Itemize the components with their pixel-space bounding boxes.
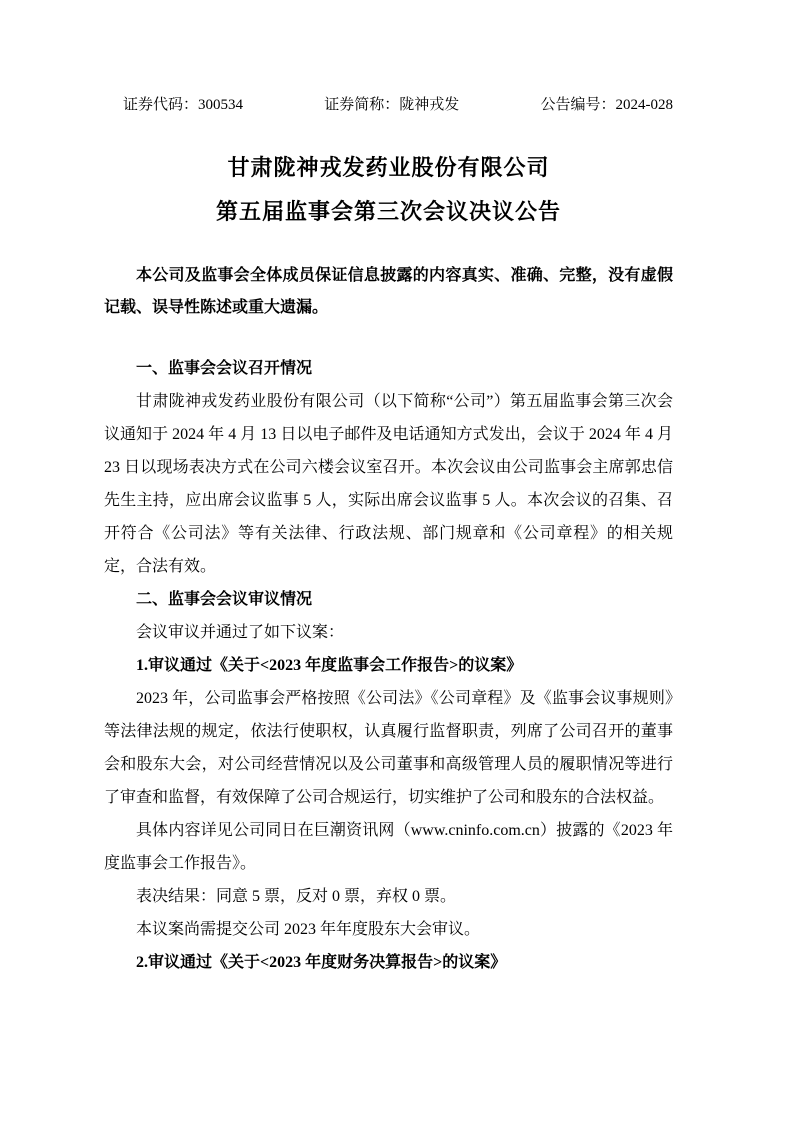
document-title-line1: 甘肃陇神戎发药业股份有限公司 bbox=[227, 155, 550, 180]
section2-intro: 会议审议并通过了如下议案： bbox=[136, 624, 345, 641]
resolution-item1-vote-result: 表决结果：同意 5 票，反对 0 票，弃权 0 票。 bbox=[136, 888, 457, 905]
resolution-item2-title: 2.审议通过《关于<2023 年度财务决算报告>的议案》 bbox=[136, 954, 507, 971]
announcement-number: 公告编号：2024-028 bbox=[540, 97, 673, 113]
document-body bbox=[104, 352, 673, 979]
document-title-line2: 第五届监事会第三次会议决议公告 bbox=[215, 199, 561, 224]
section1-heading: 一、监事会会议召开情况 bbox=[136, 360, 313, 377]
section2-heading: 二、监事会会议审议情况 bbox=[136, 591, 313, 608]
declaration-statement: 本公司及监事会全体成员保证信息披露的内容真实、准确、完整，没有虚假记载、误导性陈述或重大遗漏。 bbox=[104, 267, 673, 316]
stock-code: 证券代码：300534 bbox=[123, 97, 244, 113]
stock-short-name: 证券简称：陇神戎发 bbox=[324, 97, 460, 113]
resolution-item1-paragraph1: 2023 年，公司监事会严格按照《公司法》《公司章程》及《监事会议事规则》等法律法规的规定，依法行使职权，认真履行监督职责，列席了公司召开的董事会和股东大会，对公司经营情况以及公司董事和高级管理人员的履职情况等进行了审查和监督，有效保障了公司合规运行，切实维护了公司和股东的合法权益。 bbox=[104, 690, 673, 806]
resolution-item1-paragraph2: 具体内容详见公司同日在巨潮资讯网（www.cninfo.com.cn）披露的《2023 年度监事会工作报告》。 bbox=[104, 822, 673, 872]
document-title bbox=[104, 146, 673, 234]
resolution-item1-note: 本议案尚需提交公司 2023 年年度股东大会审议。 bbox=[136, 921, 481, 938]
section1-paragraph: 甘肃陇神戎发药业股份有限公司（以下简称“公司”）第五届监事会第三次会议通知于 2024 年 4 月 13 日以电子邮件及电话通知方式发出，会议于 2024 年 4 月 23 日以现场表决方式在公司六楼会议室召开。本次会议由公司监事会主席郭忠信先生主持，应出席会议监事 5 人，实际出席会议监事 5 人。本次会议的召集、召开符合《公司法》等有关法律、行政法规、部门规章和《公司章程》的相关规定，合法有效。 bbox=[104, 393, 673, 575]
resolution-item1-title: 1.审议通过《关于<2023 年度监事会工作报告>的议案》 bbox=[136, 657, 523, 674]
document-header bbox=[104, 94, 673, 116]
